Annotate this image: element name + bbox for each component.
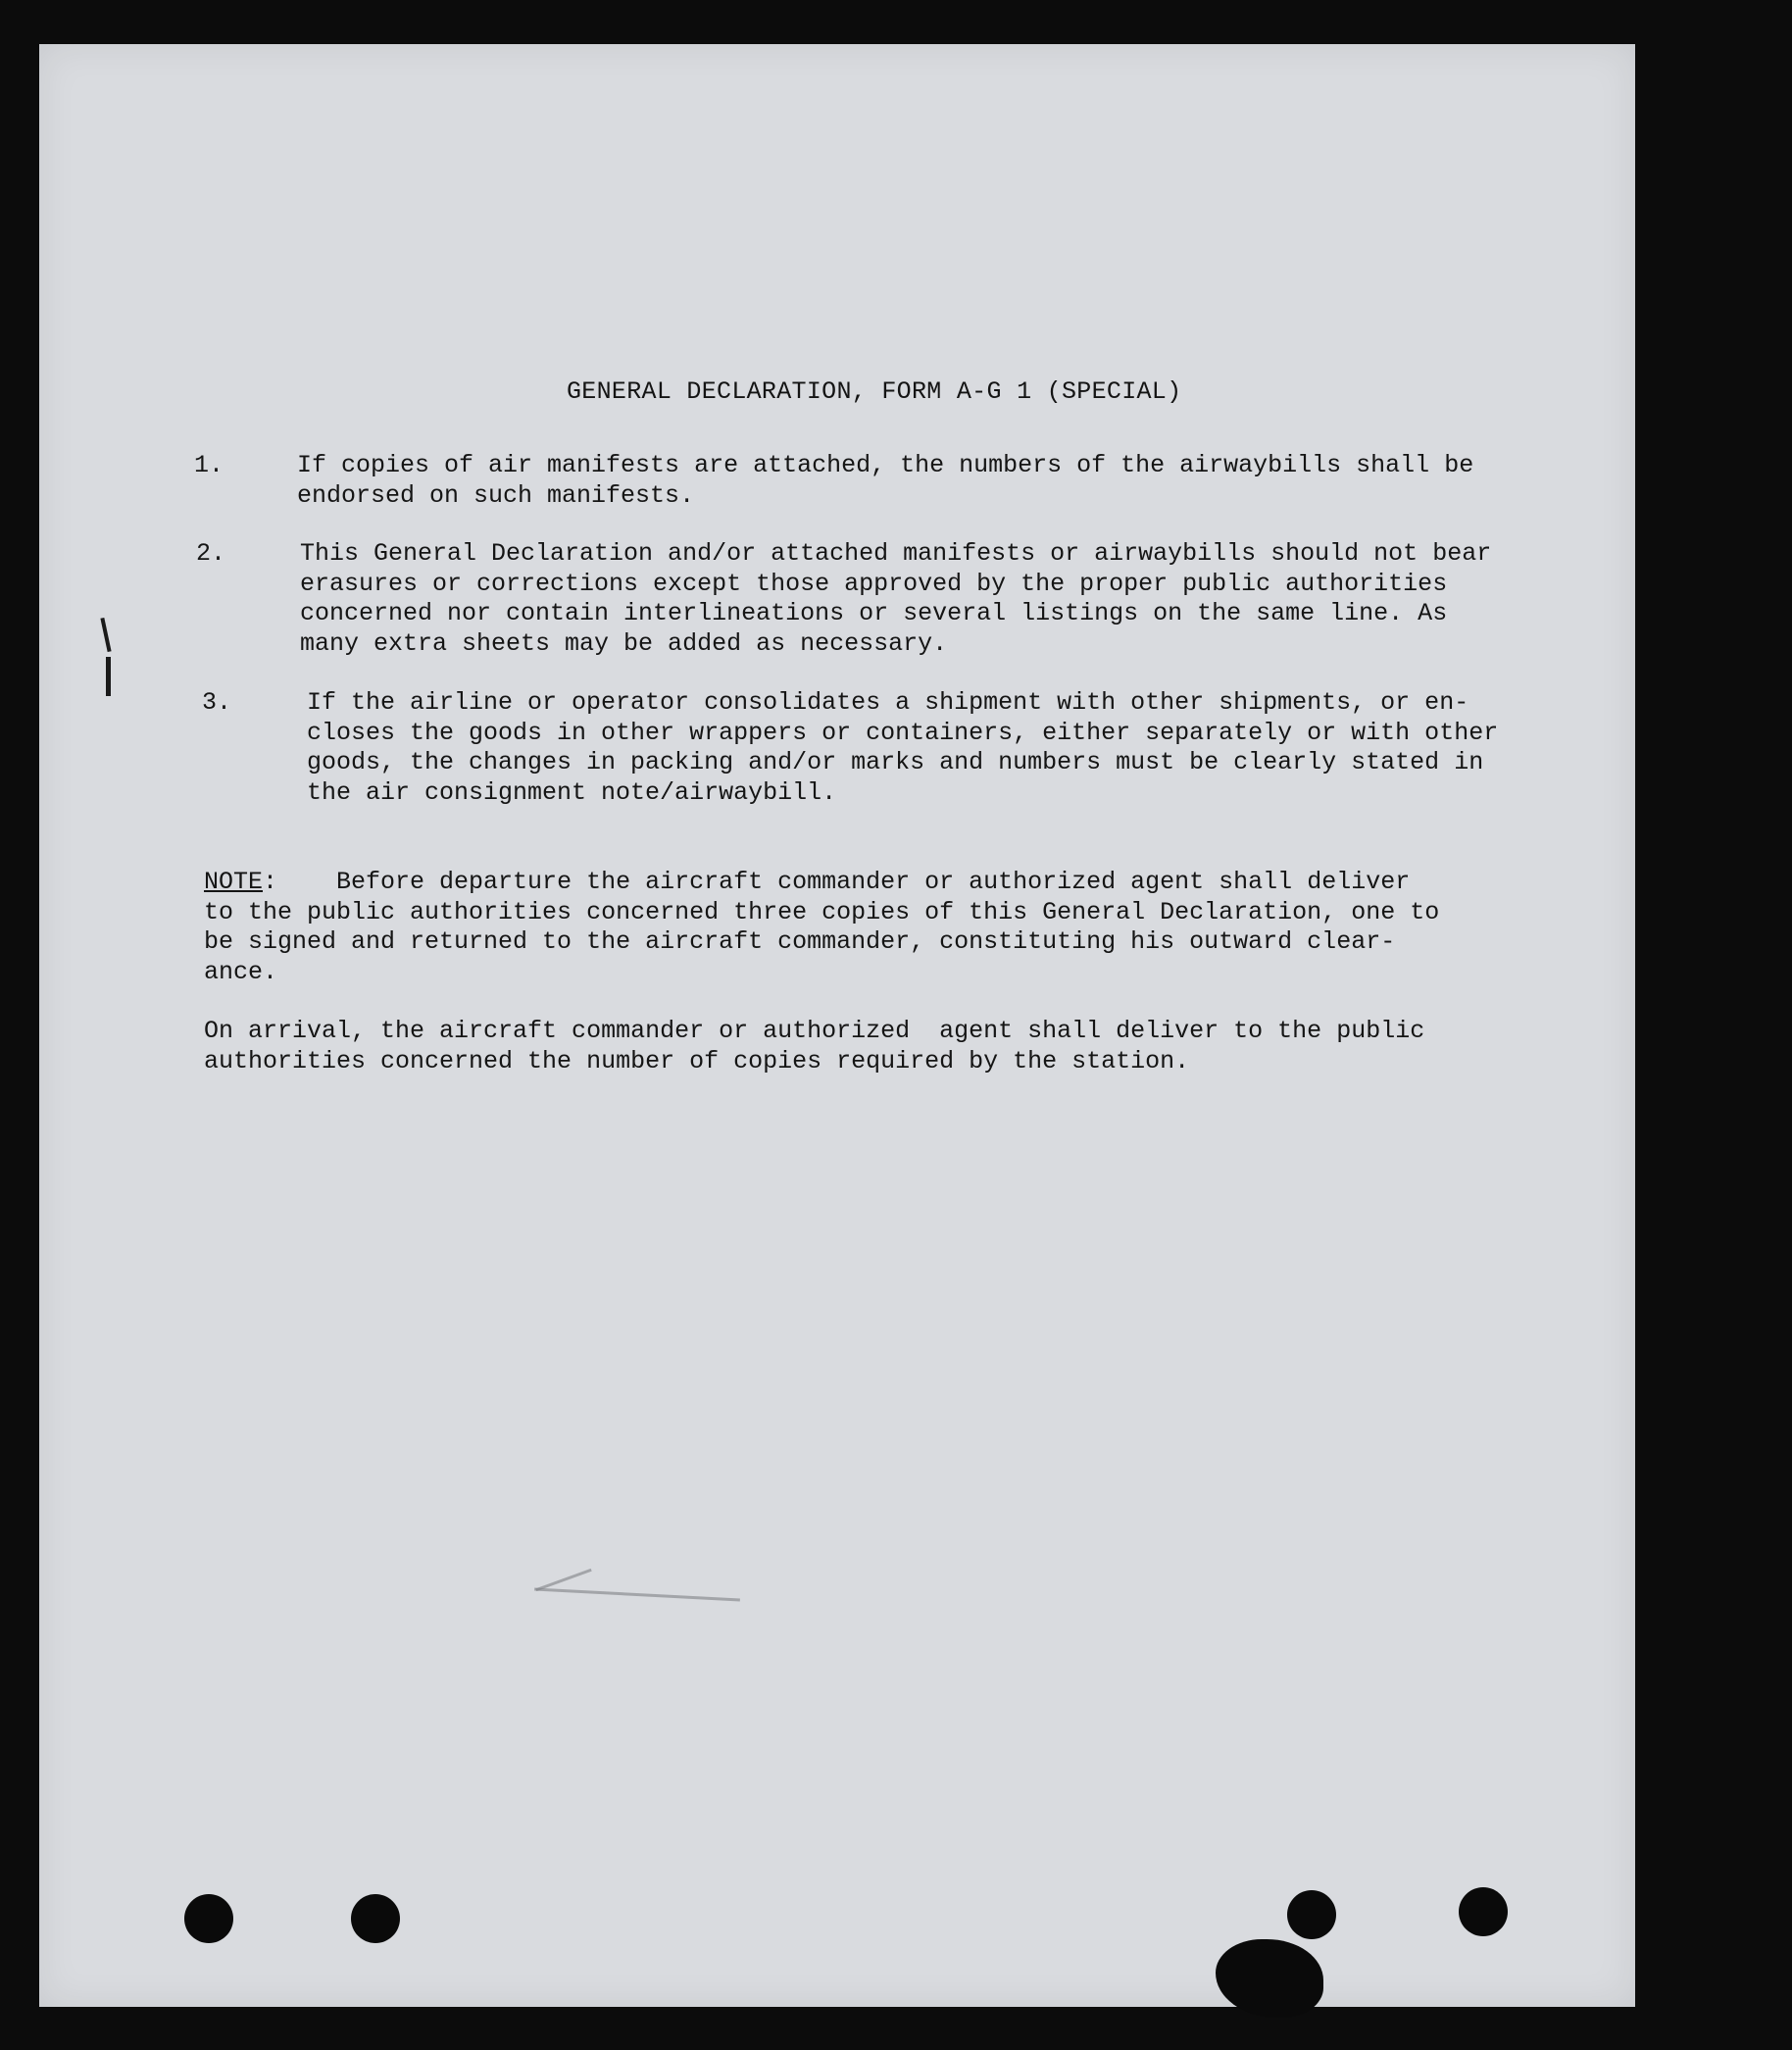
pencil-smudge	[534, 1588, 740, 1602]
text-line: authorities concerned the number of copies required by the station.	[204, 1046, 1190, 1075]
text-line: to the public authorities concerned three copies of this General Declaration, one to	[204, 897, 1440, 926]
text-line: goods, the changes in packing and/or marks and numbers must be clearly stated in	[307, 748, 1484, 776]
margin-mark	[106, 657, 111, 696]
note-label: NOTE	[204, 868, 264, 896]
item-number: 1.	[194, 451, 224, 479]
item-text	[307, 688, 1498, 808]
punch-hole	[1287, 1890, 1336, 1939]
item-text	[297, 451, 1473, 511]
pencil-smudge	[535, 1569, 591, 1591]
text-line: If copies of air manifests are attached, the numbers of the airwaybills shall be	[297, 451, 1474, 479]
item-text	[300, 539, 1491, 659]
document-page	[39, 44, 1635, 2007]
punch-hole	[1459, 1887, 1508, 1936]
text-line: closes the goods in other wrappers or containers, either separately or with other	[307, 718, 1499, 747]
margin-mark	[100, 618, 111, 652]
text-line: many extra sheets may be added as necessary.	[300, 628, 948, 658]
text-line: If the airline or operator consolidates a shipment with other shipments, or en-	[307, 688, 1469, 717]
text-line: endorsed on such manifests.	[297, 480, 695, 510]
item-number: 2.	[196, 539, 226, 568]
form-title: GENERAL DECLARATION, FORM A-G 1 (SPECIAL)	[567, 377, 1182, 406]
text-line: the air consignment note/airwaybill.	[307, 777, 837, 807]
text-line: be signed and returned to the aircraft commander, constituting his outward clear-	[204, 927, 1396, 956]
note-paragraph	[204, 868, 1576, 987]
text-line: This General Declaration and/or attached manifests or airwaybills should not bear	[300, 539, 1492, 568]
text-line: ance.	[204, 957, 278, 986]
punch-hole	[184, 1894, 233, 1943]
text-line: erasures or corrections except those approved by the proper public authorities	[300, 569, 1448, 598]
punch-hole	[351, 1894, 400, 1943]
item-number: 3.	[202, 688, 232, 717]
text-line: On arrival, the aircraft commander or authorized agent shall deliver to the public	[204, 1017, 1425, 1045]
text-line: concerned nor contain interlineations or several listings on the same line. As	[300, 599, 1448, 627]
text-line: : Before departure the aircraft commander or authorized agent shall deliver	[263, 868, 1411, 896]
arrival-paragraph	[204, 1017, 1596, 1076]
